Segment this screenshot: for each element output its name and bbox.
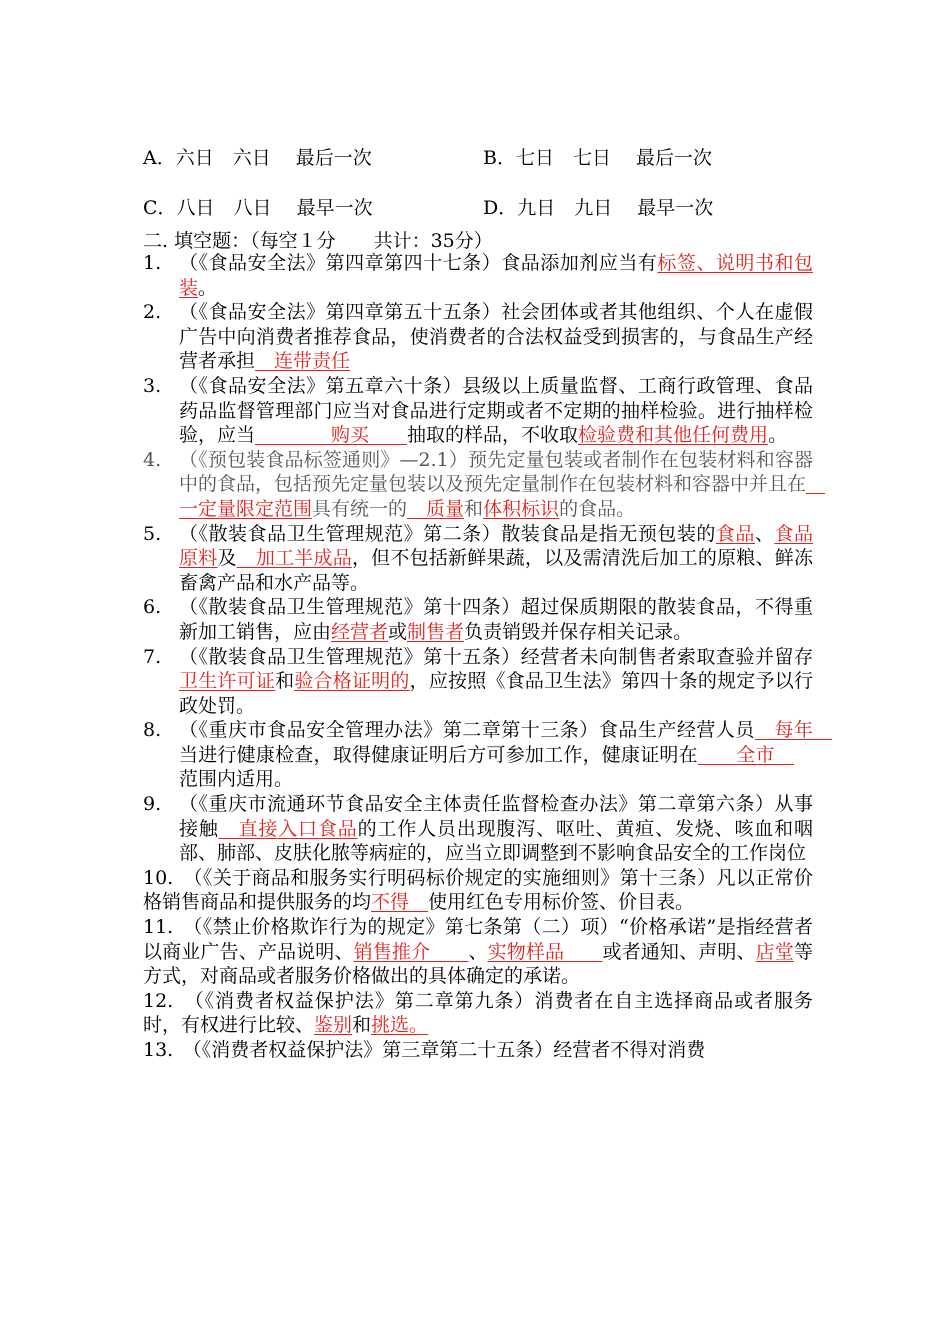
question-number: 5. xyxy=(143,522,162,545)
question-text xyxy=(179,251,813,300)
section-title: 二. 填空题：（每空１分 共计：35分） xyxy=(143,230,493,252)
question-text-segment: （《重庆市流通环节食品安全主体责任监督检查办法》第二章第六条）从事接触 xyxy=(179,793,813,840)
question-5 xyxy=(143,522,813,596)
question-number: 11. xyxy=(143,916,174,939)
question-text-segment: 负责销毁并保存相关记录。 xyxy=(464,620,693,643)
question-text-segment: （《预包装食品标签通则》—2.1）预先定量包装或者制作在包装材料和容器中的食品，包括预先定量包装以及预先定量制作在包装材料和容器中并且在 xyxy=(179,448,813,496)
answer-blank: 不得 xyxy=(371,891,429,914)
answer-blank: 挑选。 xyxy=(371,1014,429,1037)
question-11 xyxy=(143,915,813,989)
question-text-segment: 当进行健康检查，取得健康证明后方可参加工作，健康证明在 xyxy=(179,743,698,766)
question-text-segment: 或者通知、声明、 xyxy=(602,940,756,963)
question-text xyxy=(179,645,813,719)
question-text-segment: 。 xyxy=(198,276,218,299)
question-text xyxy=(143,915,813,989)
question-text xyxy=(143,989,813,1038)
question-text-segment: 或 xyxy=(388,620,408,643)
answer-blank: 标签、说明书和包装 xyxy=(179,252,813,299)
question-text-segment: （《散装食品卫生管理规范》第二条）散装食品是指无预包装的 xyxy=(179,522,716,545)
answer-blank: 食品 xyxy=(715,522,755,545)
question-13 xyxy=(143,1038,813,1063)
question-text xyxy=(143,866,813,915)
question-number: 1. xyxy=(143,252,162,274)
question-number: 2. xyxy=(143,301,162,324)
question-text-segment: （《禁止价格欺诈行为的规定》第七条第（二）项）“价格承诺”是指经营者以商业广告、产品说明、 xyxy=(143,916,813,963)
question-text-segment: （《消费者权益保护法》第二章第九条）消费者在自主选择商品或者服务时，有权进行比较、 xyxy=(143,989,813,1037)
answer-blank: 食品原料 xyxy=(179,522,813,570)
question-text-segment: 和 xyxy=(275,670,295,693)
answer-blank: 制售者 xyxy=(407,620,465,643)
question-6 xyxy=(143,595,813,644)
answer-blank: 质量 xyxy=(407,497,465,520)
question-text-segment: ，但不包括新鲜果蔬，以及需清洗后加工的原粮、鲜冻畜禽产品和水产品等。 xyxy=(179,547,813,594)
question-text-segment: 、 xyxy=(468,940,488,963)
answer-blank: 鉴别 xyxy=(314,1014,353,1037)
question-number: 7. xyxy=(143,645,162,668)
answer-blank: 一定量限定范围 xyxy=(179,473,826,520)
answer-blank: 购买 xyxy=(255,424,408,447)
question-text-segment: 的工作人员出现腹泻、呕吐、黄疸、发烧、咳血和咽部、肺部、皮肤化脓等病症的，应当立即调整到不影响食品安全的工作岗位 xyxy=(179,817,813,865)
question-3 xyxy=(143,374,813,448)
question-text xyxy=(179,718,832,792)
answer-blank: 销售推介 xyxy=(353,940,469,963)
answer-blank: 检验费和其他任何费用 xyxy=(578,424,769,447)
option-b: B．七日 七日 最后一次 xyxy=(483,147,713,169)
question-text-segment: 的食品。 xyxy=(559,497,636,520)
answer-blank: 直接入口食品 xyxy=(218,817,358,840)
question-list xyxy=(143,251,832,1063)
question-text xyxy=(179,522,813,596)
question-text xyxy=(179,792,813,866)
question-number: 3. xyxy=(143,374,162,397)
question-9 xyxy=(143,792,813,866)
question-1 xyxy=(143,251,813,300)
question-text-segment: （《食品安全法》第四章第四十七条）食品添加剂应当有 xyxy=(179,252,658,274)
option-d: D．九日 九日 最早一次 xyxy=(483,197,714,219)
question-text-segment: （《食品安全法》第五章六十条）县级以上质量监督、工商行政管理、食品药品监督管理部门应当对食品进行定期或者不定期的抽样检验。进行抽样检验，应当 xyxy=(179,374,813,447)
question-text-segment: 范围内适用。 xyxy=(179,743,813,791)
answer-blank: 加工半成品 xyxy=(236,547,352,570)
question-number: 12. xyxy=(143,989,174,1012)
question-text-segment: 使用红色专用标价签、价目表。 xyxy=(428,891,695,914)
question-text-segment: 及 xyxy=(217,547,237,570)
question-number: 4. xyxy=(143,448,162,471)
question-text-segment: （《消费者权益保护法》第三章第二十五条）经营者不得对消费 xyxy=(173,1039,706,1061)
question-text xyxy=(179,374,813,448)
question-number: 13. xyxy=(143,1039,174,1061)
question-text-segment: （《散装食品卫生管理规范》第十四条）超过保质期限的散装食品，不得重新加工销售，应由 xyxy=(179,596,813,643)
question-text-segment: （《关于商品和服务实行明码标价规定的实施细则》第十三条）凡以正常价格销售商品和提供服务的均 xyxy=(143,866,813,914)
question-text-segment: 和 xyxy=(464,497,484,520)
answer-blank: 经营者 xyxy=(331,620,389,643)
answer-blank: 实物样品 xyxy=(487,940,603,963)
answer-blank: 验合格证明的 xyxy=(294,670,410,693)
answer-blank: 全市 xyxy=(697,743,794,766)
answer-blank: 体积标识 xyxy=(483,497,560,520)
question-8 xyxy=(143,718,832,792)
question-text-segment: 、 xyxy=(754,522,775,545)
option-a: A．六日 六日 最后一次 xyxy=(143,147,372,169)
question-number: 10. xyxy=(143,866,174,889)
answer-blank: 连带责任 xyxy=(255,350,351,373)
question-text-segment: 和 xyxy=(352,1014,372,1037)
option-c: C．八日 八日 最早一次 xyxy=(143,197,373,219)
question-text-segment: 具有统一的 xyxy=(312,497,408,520)
question-text-segment: 等方式，对商品或者服务价格做出的具体确定的承诺。 xyxy=(143,940,813,988)
question-7 xyxy=(143,645,813,719)
question-text-segment: （《重庆市食品安全管理办法》第二章第十三条）食品生产经营人员 xyxy=(179,719,755,742)
question-2 xyxy=(143,300,813,374)
question-number: 8. xyxy=(143,719,162,742)
answer-blank: 每年 xyxy=(754,719,832,742)
question-4 xyxy=(143,448,826,522)
question-12 xyxy=(143,989,813,1038)
answer-blank: 店堂 xyxy=(755,940,794,963)
question-text-segment: 。 xyxy=(768,424,788,447)
question-text xyxy=(179,300,813,374)
question-text xyxy=(179,448,826,522)
question-text-segment: （《食品安全法》第四章第五十五条）社会团体或者其他组织、个人在虚假广告中向消费者推荐食品，使消费者的合法权益受到损害的，与食品生产经营者承担 xyxy=(179,301,813,373)
question-text xyxy=(179,595,813,644)
question-text xyxy=(143,1038,813,1063)
question-10 xyxy=(143,866,813,915)
question-number: 9. xyxy=(143,793,162,816)
question-text-segment: 抽取的样品，不收取 xyxy=(407,424,579,447)
answer-blank: 卫生许可证 xyxy=(179,670,276,693)
question-text-segment: （《散装食品卫生管理规范》第十五条）经营者未向制售者索取查验并留存 xyxy=(179,645,813,668)
question-number: 6. xyxy=(143,596,162,619)
question-text-segment: ，应按照《食品卫生法》第四十条的规定予以行政处罚。 xyxy=(179,670,813,717)
